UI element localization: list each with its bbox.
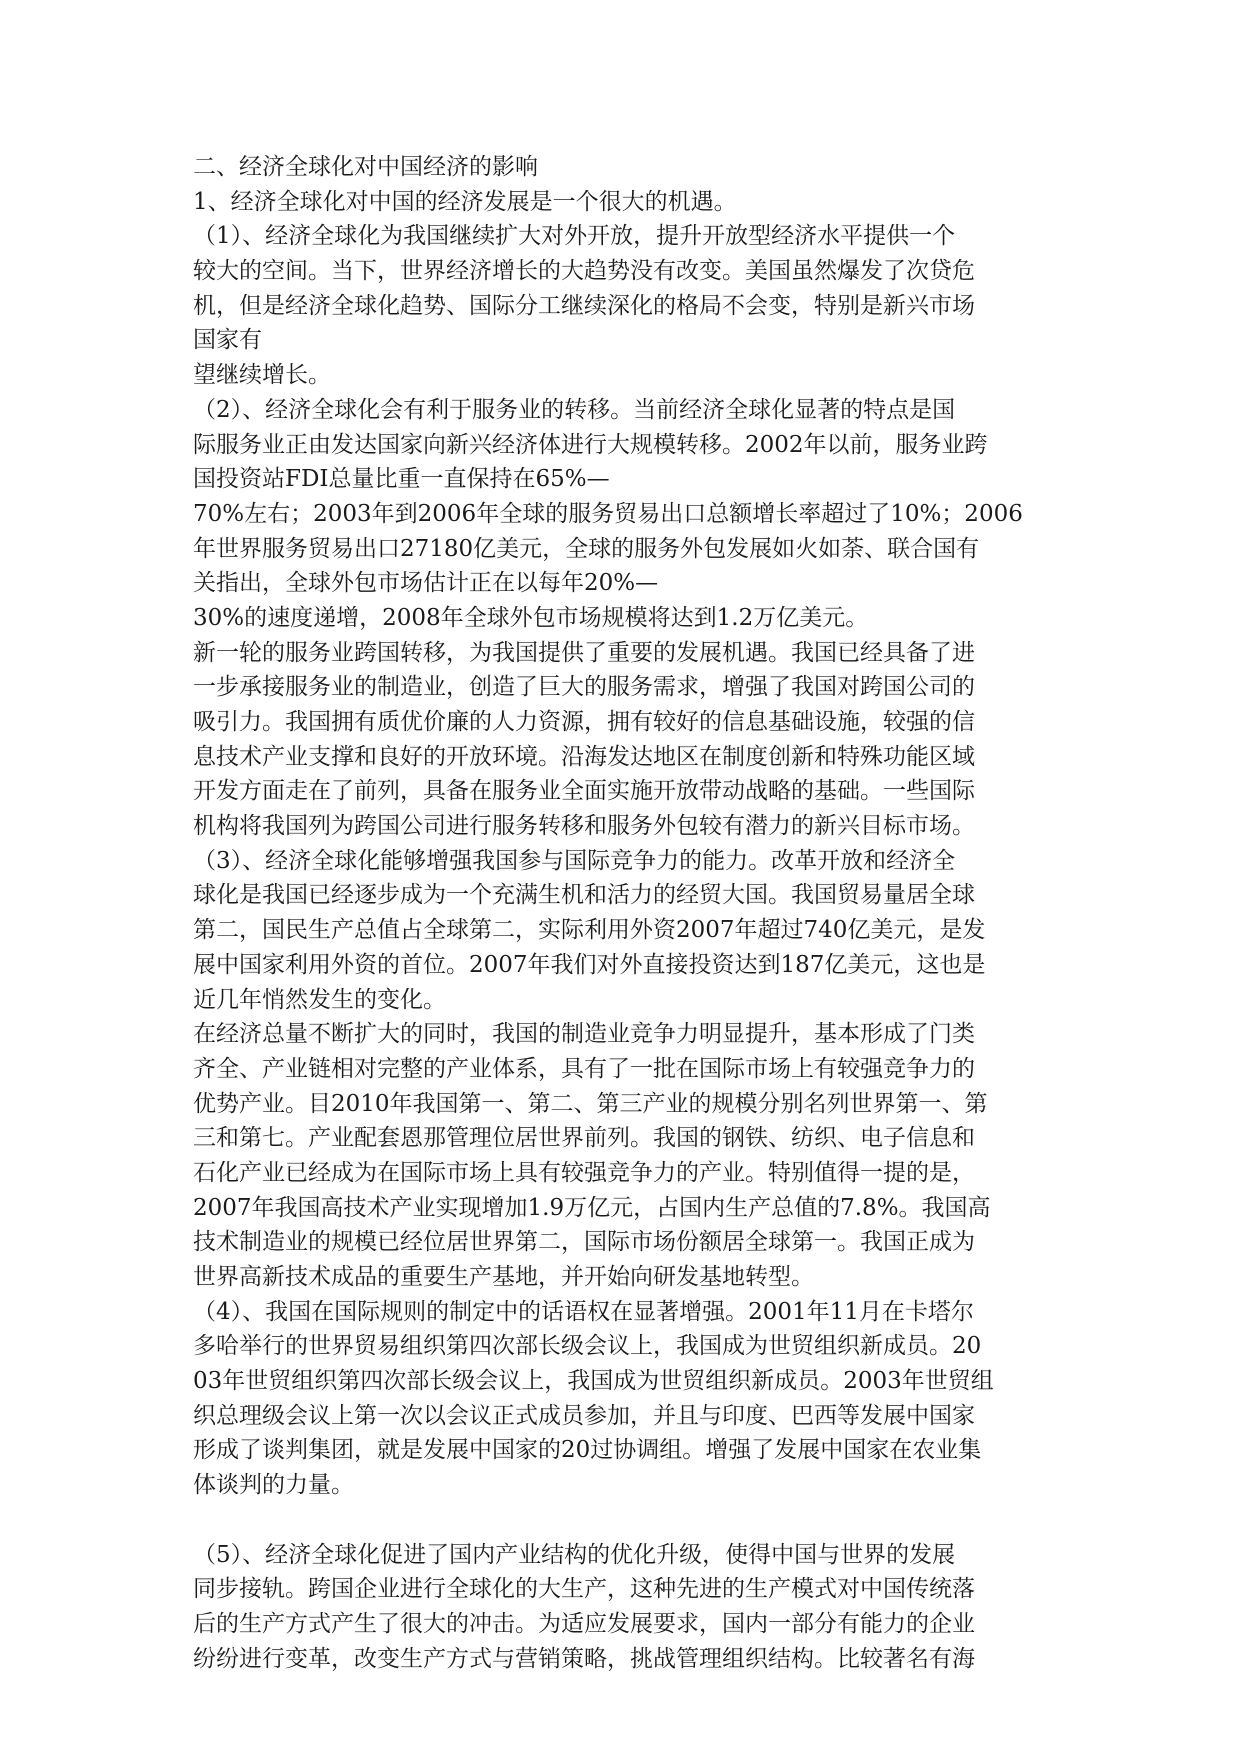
text-line: 多哈举行的世界贸易组织第四次部长级会议上，我国成为世贸组织新成员。20 [193, 1333, 982, 1360]
text-line: 2007年我国高技术产业实现增加1.9万亿元，占国内生产总值的7.8%。我国高 [193, 1194, 991, 1221]
text-line: 息技术产业支撑和良好的开放环境。沿海发达地区在制度创新和特殊功能区域 [193, 743, 975, 770]
text-line: 吸引力。我国拥有质优价廉的人力资源，拥有较好的信息基础设施，较强的信 [193, 709, 975, 735]
blank-line [193, 1503, 1053, 1538]
text-line: （5）、经济全球化促进了国内产业结构的优化升级，使得中国与世界的发展 [193, 1541, 956, 1568]
text-line: 近几年悄然发生的变化。 [193, 986, 446, 1013]
text-line: 织总理级会议上第一次以会议正式成员参加，并且与印度、巴西等发展中国家 [193, 1402, 975, 1429]
text-line: 优势产业。目2010年我国第一、第二、第三产业的规模分别名列世界第一、第 [193, 1090, 988, 1117]
text-line: 后的生产方式产生了很大的冲击。为适应发展要求，国内一部分有能力的企业 [193, 1610, 975, 1637]
text-line: 关指出，全球外包市场估计正在以每年20%— [193, 570, 659, 597]
text-line: （3）、经济全球化能够增强我国参与国际竞争力的能力。改革开放和经济全 [193, 847, 956, 874]
text-line: 新一轮的服务业跨国转移，为我国提供了重要的发展机遇。我国已经具备了进 [193, 639, 975, 666]
text-line: 技术制造业的规模已经位居世界第二，国际市场份额居全球第一。我国正成为 [193, 1229, 975, 1256]
text-line: 同步接轨。跨国企业进行全球化的大生产，这种先进的生产模式对中国传统落 [193, 1576, 975, 1603]
text-line: 机，但是经济全球化趋势、国际分工继续深化的格局不会变，特别是新兴市场 [193, 292, 975, 319]
text-line: 展中国家利用外资的首位。2007年我们对外直接投资达到187亿美元，这也是 [193, 951, 986, 978]
text-line: 30%的速度递增，2008年全球外包市场规模将达到1.2万亿美元。 [193, 604, 869, 631]
text-line: 1、经济全球化对中国的经济发展是一个很大的机遇。 [193, 188, 737, 215]
text-line: 03年世贸组织第四次部长级会议上，我国成为世贸组织新成员。2003年世贸组 [193, 1368, 994, 1395]
text-line: 70%左右；2003年到2006年全球的服务贸易出口总额增长率超过了10%；2006 [193, 500, 1023, 527]
text-line: 较大的空间。当下，世界经济增长的大趋势没有改变。美国虽然爆发了次贷危 [193, 258, 975, 285]
text-line: 球化是我国已经逐步成为一个充满生机和活力的经贸大国。我国贸易量居全球 [193, 882, 975, 909]
text-line: 世界高新技术成品的重要生产基地，并开始向研发基地转型。 [193, 1264, 814, 1290]
text-line: 望继续增长。 [193, 362, 331, 389]
text-line: 一步承接服务业的制造业，创造了巨大的服务需求，增强了我国对跨国公司的 [193, 674, 975, 701]
text-line: 形成了谈判集团，就是发展中国家的20过协调组。增强了发展中国家在农业集 [193, 1437, 982, 1464]
text-line: 在经济总量不断扩大的同时，我国的制造业竞争力明显提升，基本形成了门类 [193, 1021, 975, 1048]
text-line: 国投资站FDI总量比重一直保持在65%— [193, 466, 610, 493]
text-line: 机构将我国列为跨国公司进行服务转移和服务外包较有潜力的新兴目标市场。 [193, 813, 975, 840]
text-line: 体谈判的力量。 [193, 1472, 354, 1499]
text-line: 三和第七。产业配套恩那管理位居世界前列。我国的钢铁、纺织、电子信息和 [193, 1125, 975, 1152]
text-line: 开发方面走在了前列，具备在服务业全面实施开放带动战略的基础。一些国际 [193, 778, 975, 805]
text-line: 石化产业已经成为在国际市场上具有较强竞争力的产业。特别值得一提的是， [193, 1159, 975, 1186]
text-line: （4）、我国在国际规则的制定中的话语权在显著增强。2001年11月在卡塔尔 [193, 1298, 974, 1325]
document-body [193, 150, 1053, 1676]
text-line: 齐全、产业链相对完整的产业体系，具有了一批在国际市场上有较强竞争力的 [193, 1055, 975, 1082]
section-heading: 二、经济全球化对中国经济的影响 [193, 154, 538, 180]
text-line: 第二，国民生产总值占全球第二，实际利用外资2007年超过740亿美元，是发 [193, 917, 986, 944]
text-line: 际服务业正由发达国家向新兴经济体进行大规模转移。2002年以前，服务业跨 [193, 431, 988, 458]
text-line: （2）、经济全球化会有利于服务业的转移。当前经济全球化显著的特点是国 [193, 396, 956, 423]
text-line: （1）、经济全球化为我国继续扩大对外开放，提升开放型经济水平提供一个 [193, 223, 956, 250]
text-line: 年世界服务贸易出口27180亿美元，全球的服务外包发展如火如荼、联合国有 [193, 535, 980, 562]
text-line: 国家有 [193, 327, 262, 354]
text-line: 纷纷进行变革，改变生产方式与营销策略，挑战管理组织结构。比较著名有海 [193, 1645, 975, 1672]
